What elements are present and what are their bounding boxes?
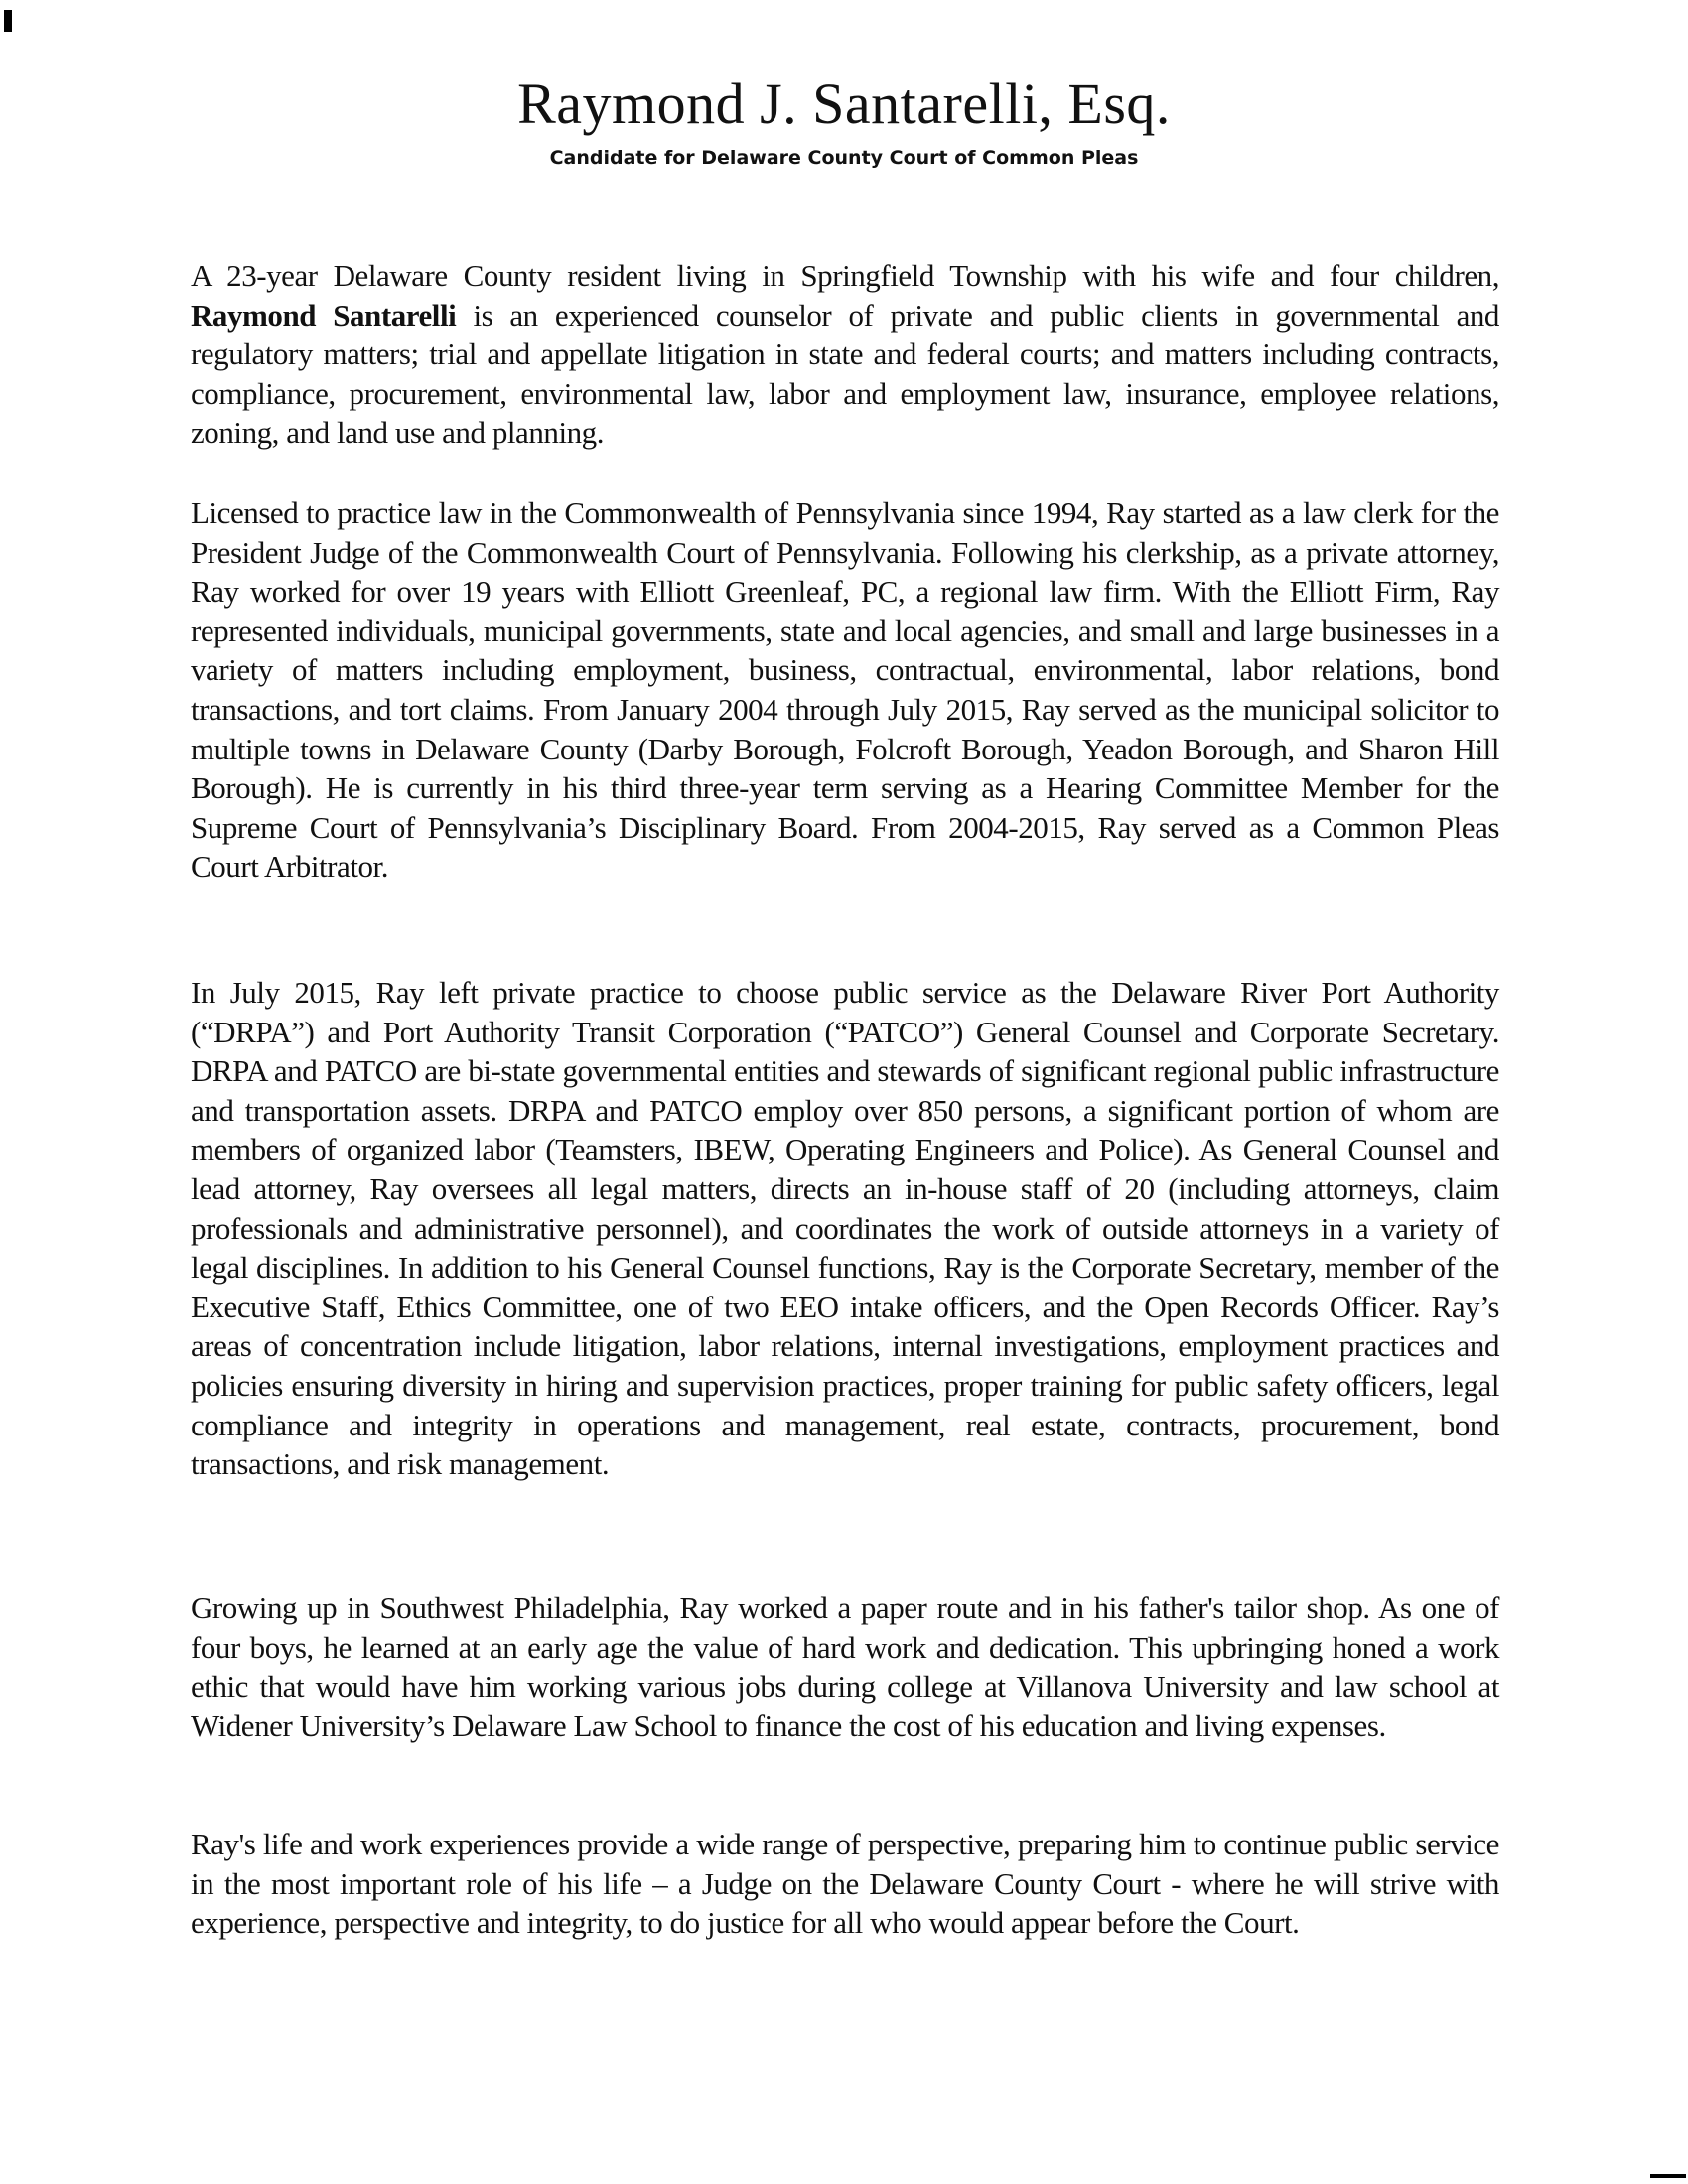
paragraph-public-service: In July 2015, Ray left private practice to choose public service as the Delaware River Port Authority (“DRPA”) and Port Authority Transit Corporation (“PATCO”) General Counsel and Corporate Secretary. DRPA and PATCO are bi-state governmental entities and stewards of significant regional public infrastructure and transportation assets. DRPA and PATCO employ over 850 persons, a significant portion of whom are members of organized labor (Teamsters, IBEW, Operating Engineers and Police). As General Counsel and lead attorney, Ray oversees all legal matters, directs an in-house staff of 20 (including attorneys, claim professionals and administrative personnel), and coordinates the work of outside attorneys in a variety of legal disciplines. In addition to his General Counsel functions, Ray is the Corporate Secretary, member of the Executive Staff, Ethics Committee, one of two EEO intake officers, and the Open Records Officer. Ray’s areas of concentration include litigation, labor relations, internal investigations, employment practices and policies ensuring diversity in hiring and supervision practices, proper training for public safety officers, legal compliance and integrity in operations and management, real estate, contracts, procurement, bond transactions, and risk management.: [191, 975, 1499, 1482]
scan-mark-bottom-right: [1650, 2174, 1686, 2178]
document-subtitle: Candidate for Delaware County Court of Common Pleas: [549, 147, 1139, 169]
paragraph-legal-career: Licensed to practice law in the Commonwealth of Pennsylvania since 1994, Ray started as a law clerk for the President Judge of the Commonwealth Court of Pennsylvania. Following his clerkship, as a private attorney, Ray worked for over 19 years with Elliott Greenleaf, PC, a regional law firm. With the Elliott Firm, Ray represented individuals, municipal governments, state and local agencies, and small and large businesses in a variety of matters including employment, business, contractual, environmental, labor relations, bond transactions, and tort claims. From January 2004 through July 2015, Ray served as the municipal solicitor to multiple towns in Delaware County (Darby Borough, Folcroft Borough, Yeadon Borough, and Sharon Hill Borough). He is currently in his third three-year term serving as a Hearing Committee Member for the Supreme Court of Pennsylvania’s Disciplinary Board. From 2004-2015, Ray served as a Common Pleas Court Arbitrator.: [191, 495, 1499, 885]
scan-mark-top-left: [4, 10, 12, 32]
paragraph-intro: [191, 256, 1499, 453]
document-title: Raymond J. Santarelli, Esq.: [517, 71, 1171, 136]
intro-text-start: A 23-year Delaware County resident living in Springfield Township with his wife and four children,: [191, 258, 1499, 293]
paragraph-upbringing: Growing up in Southwest Philadelphia, Ray worked a paper route and in his father's tailor shop. As one of four boys, he learned at an early age the value of hard work and dedication. This upbringing honed a work ethic that would have him working various jobs during college at Villanova University and law school at Widener University’s Delaware Law School to finance the cost of his education and living expenses.: [191, 1590, 1499, 1743]
intro-text-end: is an experienced counselor of private and public clients in governmental and regulatory matters; trial and appellate litigation in state and federal courts; and matters including contracts, compliance, procurement, environmental law, labor and employment law, insurance, employee relations, zoning, and land use and planning.: [191, 297, 1499, 451]
candidate-name-bold: Raymond Santarelli: [191, 297, 457, 333]
paragraph-closing: Ray's life and work experiences provide a wide range of perspective, preparing him to continue public service in the most important role of his life – a Judge on the Delaware County Court - where he will strive with experience, perspective and integrity, to do justice for all who would appear before the Court.: [191, 1827, 1499, 1941]
